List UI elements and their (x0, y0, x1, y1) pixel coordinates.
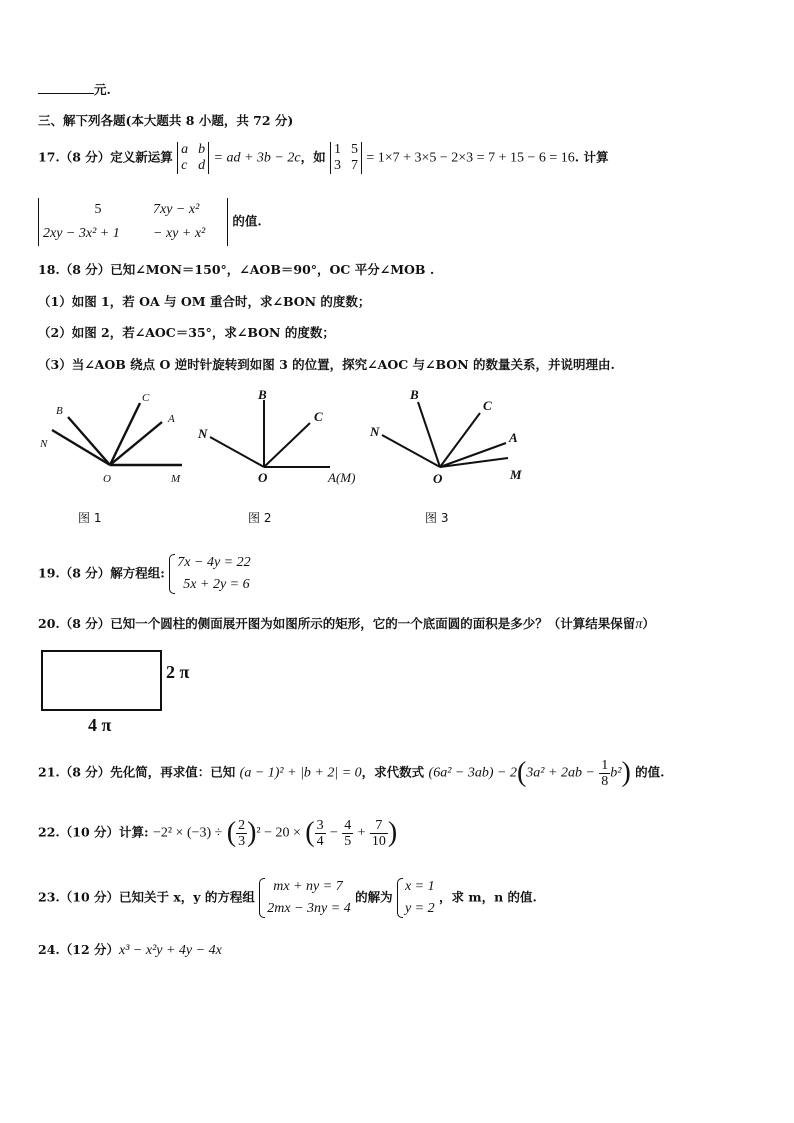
fig2-label-N: N (198, 426, 208, 441)
q24-label: 24.（12 分） (38, 942, 119, 957)
question-22: 22.（10 分）计算: −2² × (−3) ÷ ( $\frac{2}{3}$ )² − 20 × ( $\frac{3}{4}$ − $\frac{4}{5}$ + $\frac{7}{10}$ ) (38, 817, 398, 849)
q17-example-determinant: 1 5 3 7 (330, 142, 362, 174)
fig3-caption: 图 3 (425, 511, 449, 525)
q23-eq2: 2mx − 3ny = 4 (267, 901, 351, 916)
q17-ask: 的值. (232, 213, 262, 229)
q23-equation-system (259, 876, 350, 920)
q23-label: 23.（10 分）已知关于 x，y 的方程组 (38, 889, 255, 905)
q17-definition-rhs: = ad + 3b − 2c (213, 150, 301, 166)
q18-part-3: （3）当∠AOB 绕点 O 逆时针旋转到如图 3 的位置，探究∠AOC 与∠BON 的数量关系，并说明理由. (38, 357, 615, 372)
q18-figures (0, 385, 794, 525)
q22-part2: ² − 20 × (256, 825, 301, 841)
figure-1 (52, 403, 182, 465)
q19-equation-system (169, 552, 250, 596)
fig3-label-C: C (483, 398, 492, 413)
fig3-label-O: O (433, 471, 443, 486)
q23-tail: ，求 m，n 的值. (438, 889, 537, 905)
q22-fraction-3: $\frac{4}{5}$ (344, 817, 352, 849)
q17-tail: . 计算 (574, 149, 609, 165)
question-21 (38, 757, 665, 789)
q19-label: 19.（8 分）解方程组: (38, 565, 165, 581)
fig1-label-A: A (168, 413, 175, 425)
q19-eq1: 7x − 4y = 22 (177, 555, 251, 570)
q22-fraction-1: $\frac{2}{3}$ (238, 817, 246, 849)
q22-plus: + (357, 825, 366, 841)
fig1-label-C: C (142, 392, 150, 404)
figure-2 (210, 400, 330, 467)
fig3-label-N: N (370, 424, 380, 439)
section-heading: 三、解下列各题(本大题共 8 小题，共 72 分) (38, 113, 294, 128)
top-answer-line (38, 80, 111, 98)
q17-label: 17.（8 分）定义新运算 (38, 149, 173, 165)
q23-mid: 的解为 (355, 889, 393, 905)
q21-tail: 的值. (635, 764, 665, 780)
q23-solution (397, 876, 435, 920)
q21-condition: (a − 1)² + |b + 2| = 0 (239, 765, 362, 781)
q23-s2: y = 2 (404, 901, 435, 916)
fig1-caption: 图 1 (78, 511, 102, 525)
q20-rectangle (41, 650, 162, 711)
q20-label: 20.（8 分）已知一个圆柱的侧面展开图为如图所示的矩形，它的一个底面圆的面积是多少？（计算结果保留 (38, 616, 636, 631)
question-24 (38, 940, 222, 959)
fig3-label-A: A (509, 430, 518, 445)
fig2-label-C: C (314, 409, 323, 424)
q20-close: ） (642, 616, 655, 631)
fig2-label-O: O (258, 470, 268, 485)
fig1-label-O: O (103, 473, 111, 485)
q21-expr1: (6a² − 3ab) − 2 (428, 765, 517, 781)
q17-matrix-line (38, 198, 262, 246)
q20-side-label: 2 π (166, 662, 190, 682)
fig2-label-B: B (258, 387, 267, 402)
q20-bottom-label: 4 π (88, 715, 112, 735)
q21-expr2b: b² (610, 765, 622, 781)
q21-left-paren: ( (516, 757, 527, 788)
fig1-label-M: M (171, 473, 181, 485)
unit-text: 元. (94, 82, 111, 97)
q22-label: 22.（10 分）计算: (38, 824, 149, 840)
fig2-caption: 图 2 (248, 511, 272, 525)
q21-label: 21.（8 分）先化简，再求值：已知 (38, 764, 236, 780)
q21-fraction: $\frac{1}{8}$ (601, 757, 609, 789)
q17-example-word: ，如 (300, 149, 326, 165)
q22-part1: −2² × (−3) ÷ (152, 825, 223, 841)
q21-right-paren: ) (621, 757, 631, 788)
q22-minus: − (329, 825, 338, 841)
q22-fraction-4: $\frac{7}{10}$ (371, 817, 386, 849)
q21-mid: ，求代数式 (361, 764, 425, 780)
question-18: 18.（8 分）已知∠MON＝150°，∠AOB＝90°，OC 平分∠MOB . (38, 262, 435, 277)
fig1-label-B: B (56, 405, 63, 417)
q23-s1: x = 1 (404, 879, 435, 894)
q17-matrix-determinant: 5 7xy − x² 2xy − 3x² + 1 − xy + x² (38, 198, 228, 246)
answer-blank (38, 81, 94, 94)
q22-fraction-2: $\frac{3}{4}$ (316, 817, 324, 849)
q24-expression: x³ − x²y + 4y − 4x (119, 943, 222, 958)
question-19 (38, 552, 251, 596)
q17-definition-determinant: a b c d (177, 142, 209, 174)
q19-eq2: 5x + 2y = 6 (183, 577, 250, 592)
question-23 (38, 876, 537, 920)
fig3-label-M: M (510, 467, 522, 482)
q18-part-1: （1）如图 1，若 OA 与 OM 重合时，求∠BON 的度数； (38, 294, 371, 309)
q18-part-2: （2）如图 2，若∠AOC＝35°，求∠BON 的度数； (38, 325, 335, 340)
q23-eq1: mx + ny = 7 (273, 879, 343, 894)
fig1-label-N: N (40, 438, 48, 450)
question-20 (38, 614, 655, 633)
fig2-label-AM: A(M) (328, 470, 356, 485)
q21-expr2a: 3a² + 2ab − (526, 765, 595, 781)
q17-example-rhs: = 1×7 + 3×5 − 2×3 = 7 + 15 − 6 = 16 (366, 150, 575, 166)
q20-pi: π (635, 617, 643, 632)
fig3-label-B: B (410, 387, 419, 402)
question-17 (38, 142, 609, 174)
